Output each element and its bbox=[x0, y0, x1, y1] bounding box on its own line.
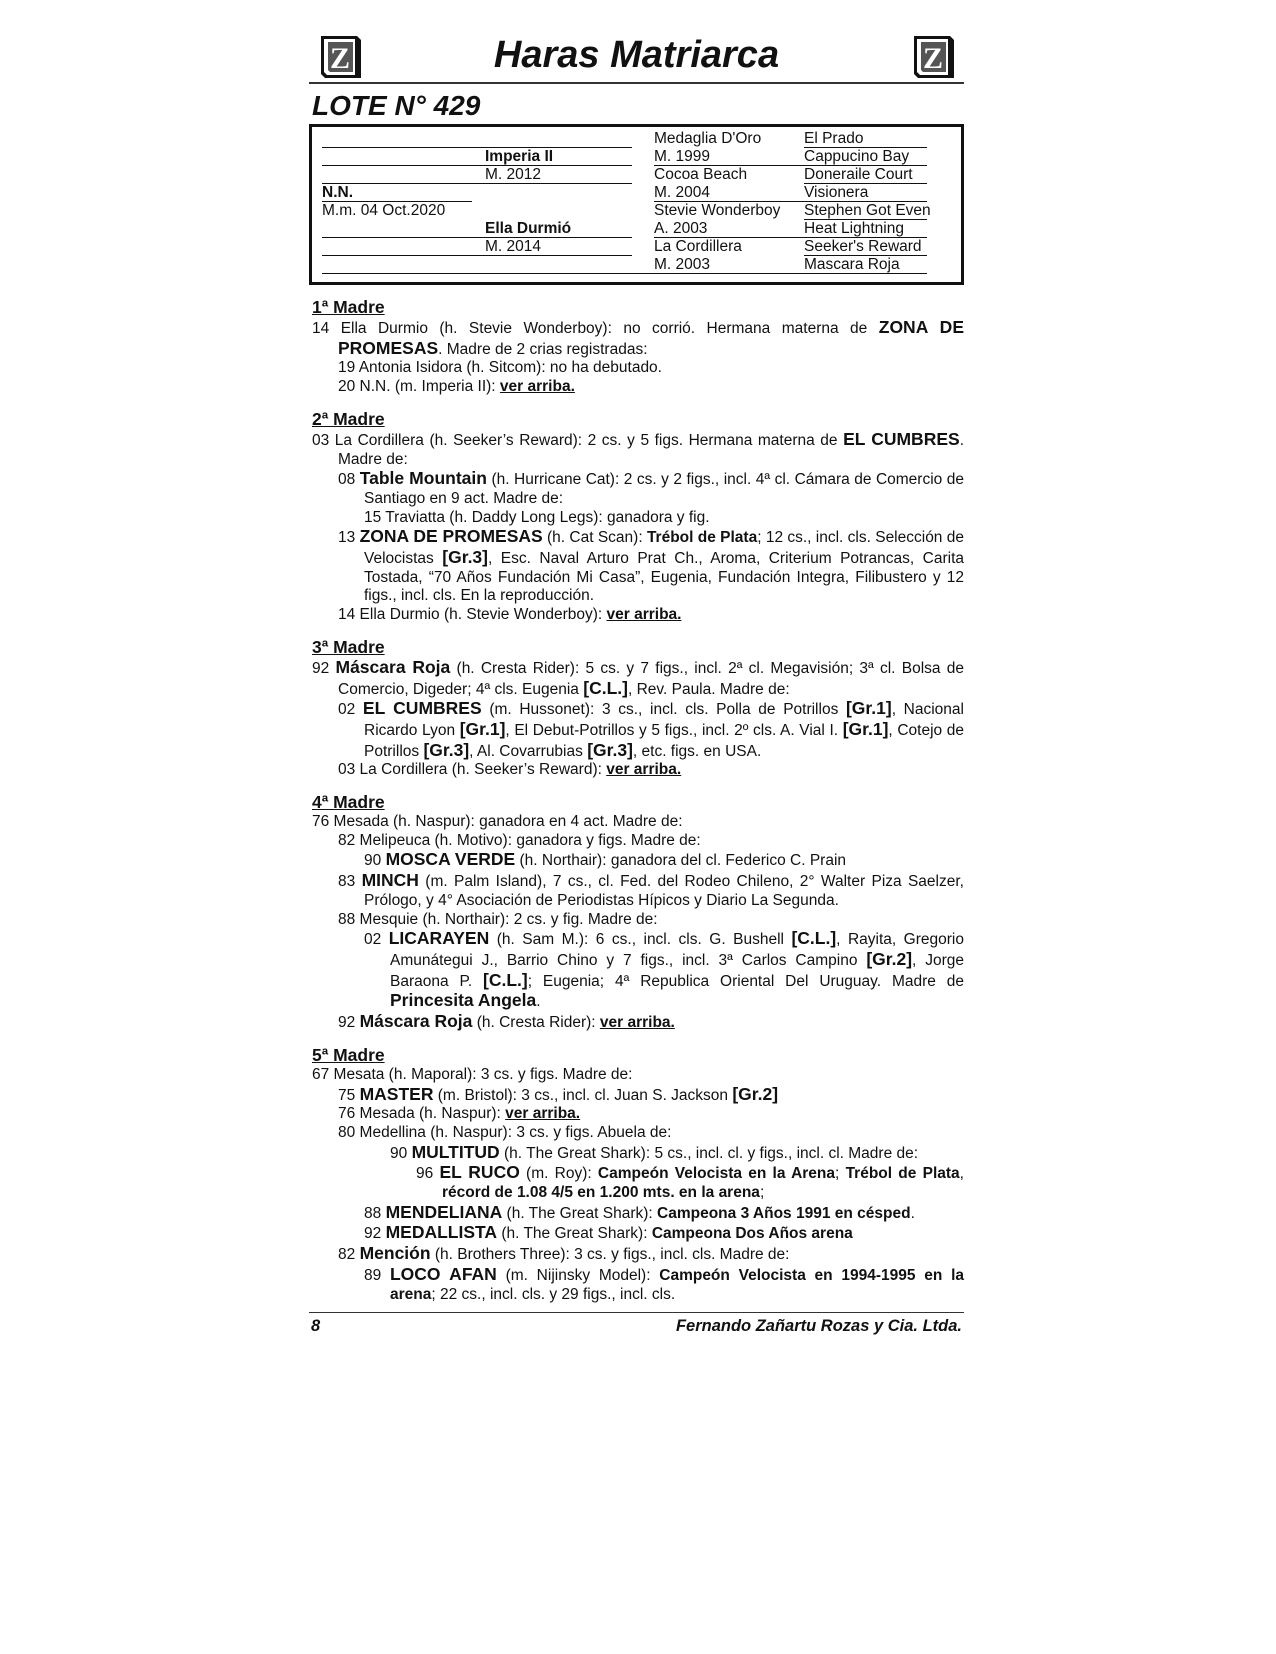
produce-entry: 02 LICARAYEN (h. Sam M.): 6 cs., incl. cls. G. Bushell [C.L.], Rayita, Gregorio Amunátegui J., Barrio Chino y 7 figs., incl. 3ª Carlos Campino [Gr.2], Jorge Baraona P. [C.L.]; Eugenia; 4ª Republica Oriental Del Uruguay. Madre de Princesita Angela. bbox=[364, 928, 964, 1011]
page-footer bbox=[309, 1313, 964, 1335]
produce-entry: 92 Máscara Roja (h. Cresta Rider): ver arriba. bbox=[338, 1011, 675, 1032]
pedigree-line bbox=[322, 165, 632, 166]
pedigree-table bbox=[309, 124, 964, 285]
produce-entry: 19 Antonia Isidora (h. Sitcom): no ha debutado. bbox=[338, 359, 662, 377]
produce-entry: 14 Ella Durmio (h. Stevie Wonderboy): ver arriba. bbox=[338, 606, 682, 624]
pedigree-cell: Seeker's Reward bbox=[804, 238, 922, 255]
pedigree-row bbox=[322, 166, 951, 184]
pedigree-row bbox=[322, 148, 951, 166]
produce-entry: 82 Melipeuca (h. Motivo): ganadora y figs. Madre de: bbox=[338, 831, 701, 849]
pedigree-line bbox=[804, 219, 927, 220]
section-heading: 5ª Madre bbox=[312, 1044, 385, 1065]
pedigree-line bbox=[322, 255, 632, 256]
pedigree-row bbox=[322, 184, 951, 202]
produce-entry: 03 La Cordillera (h. Seeker’s Reward): ver arriba. bbox=[338, 761, 682, 779]
pedigree-cell: Visionera bbox=[804, 184, 869, 201]
pedigree-line bbox=[804, 183, 927, 184]
page-header bbox=[309, 30, 964, 86]
produce-entry: 67 Mesata (h. Maporal): 3 cs. y figs. Madre de: bbox=[312, 1065, 633, 1083]
pedigree-subject-detail: M.m. 04 Oct.2020 bbox=[322, 202, 446, 219]
pedigree-cell: A. 2003 bbox=[654, 220, 708, 237]
produce-entry: 76 Mesada (h. Naspur): ganadora en 4 act. Madre de: bbox=[312, 813, 683, 831]
pedigree-line bbox=[322, 273, 927, 274]
produce-entry: 75 MASTER (m. Bristol): 3 cs., incl. cl. Juan S. Jackson [Gr.2] bbox=[338, 1083, 779, 1104]
pedigree-subject: N.N. bbox=[322, 184, 353, 201]
pedigree-row bbox=[322, 130, 951, 148]
brand-logo-icon bbox=[908, 32, 958, 82]
produce-entry: 96 EL RUCO (m. Roy): Campeón Velocista en la Arena; Trébol de Plata, récord de 1.08 4/5 en 1.200 mts. en la arena; bbox=[416, 1162, 964, 1202]
produce-entry: 88 Mesquie (h. Northair): 2 cs. y fig. Madre de: bbox=[338, 910, 658, 928]
page-title: Haras Matriarca bbox=[493, 34, 780, 76]
pedigree-cell: Heat Lightning bbox=[804, 220, 904, 237]
section-heading: 2ª Madre bbox=[312, 408, 385, 429]
lot-number: LOTE N° 429 bbox=[312, 90, 481, 121]
page-number: 8 bbox=[311, 1317, 321, 1336]
produce-entry: 90 MULTITUD (h. The Great Shark): 5 cs., incl. cl. y figs., incl. cl. Madre de: bbox=[390, 1141, 919, 1162]
pedigree-cell: Cocoa Beach bbox=[654, 166, 748, 183]
produce-entry: 88 MENDELIANA (h. The Great Shark): Campeona 3 Años 1991 en césped. bbox=[364, 1201, 915, 1222]
pedigree-row bbox=[322, 220, 951, 238]
pedigree-cell: Stevie Wonderboy bbox=[654, 202, 781, 219]
pedigree-cell: M. 2003 bbox=[654, 256, 711, 273]
pedigree-line bbox=[804, 255, 927, 256]
produce-entry: 14 Ella Durmio (h. Stevie Wonderboy): no corrió. Hermana materna de ZONA DE PROMESAS. Madre de 2 crias registradas: bbox=[312, 317, 964, 358]
produce-entry: 89 LOCO AFAN (m. Nijinsky Model): Campeón Velocista en 1994-1995 en la arena; 22 cs., incl. cls. y 29 figs., incl. cls. bbox=[364, 1263, 964, 1303]
pedigree-cell: M. 2012 bbox=[485, 166, 542, 183]
pedigree-cell: Doneraile Court bbox=[804, 166, 913, 183]
produce-entry: 20 N.N. (m. Imperia II): ver arriba. bbox=[338, 378, 575, 396]
pedigree-dam: Ella Durmió bbox=[485, 220, 572, 237]
section-heading: 1ª Madre bbox=[312, 297, 385, 317]
pedigree-cell: La Cordillera bbox=[654, 238, 742, 255]
pedigree-line bbox=[654, 237, 927, 238]
produce-entry: 13 ZONA DE PROMESAS (h. Cat Scan): Trébol de Plata; 12 cs., incl. cls. Selección de Velocistas [Gr.3], Esc. Naval Arturo Prat Ch., Aroma, Criterium Potrancas, Carita Tostada, “70 Años Fundación Mi Casa”, Eugenia, Fundación Integra, Filibustero y 12 figs., incl. cls. En la reproducción. bbox=[338, 526, 964, 605]
pedigree-cell: M. 2014 bbox=[485, 238, 542, 255]
produce-entry: 80 Medellina (h. Naspur): 3 cs. y figs. Abuela de: bbox=[338, 1123, 672, 1141]
brand-logo-letter: Z bbox=[329, 42, 351, 75]
pedigree-cell: El Prado bbox=[804, 130, 864, 147]
brand-logo-letter: Z bbox=[922, 42, 944, 75]
produce-entry: 03 La Cordillera (h. Seeker’s Reward): 2 cs. y 5 figs. Hermana materna de EL CUMBRES. Madre de: bbox=[312, 428, 964, 468]
produce-entry: 90 MOSCA VERDE (h. Northair): ganadora del cl. Federico C. Prain bbox=[364, 849, 847, 870]
pedigree-line bbox=[322, 201, 472, 202]
pedigree-line bbox=[654, 201, 927, 202]
produce-entry: 02 EL CUMBRES (m. Hussonet): 3 cs., incl. cls. Polla de Potrillos [Gr.1], Nacional Ricardo Lyon [Gr.1], El Debut-Potrillos y 5 figs., incl. 2º cls. A. Vial I. [Gr.1], Cotejo de Potrillos [Gr.3], Al. Covarrubias [Gr.3], etc. figs. en USA. bbox=[338, 698, 965, 760]
produce-entry: 92 MEDALLISTA (h. The Great Shark): Campeona Dos Años arena bbox=[364, 1222, 853, 1243]
pedigree-line bbox=[322, 147, 632, 148]
catalog-page bbox=[309, 30, 964, 1335]
pedigree-line bbox=[322, 183, 632, 184]
pedigree-line bbox=[804, 147, 927, 148]
pedigree-row bbox=[322, 202, 951, 220]
produce-entry: 83 MINCH (m. Palm Island), 7 cs., cl. Fed. del Rodeo Chileno, 2° Walter Piza Saelzer, Prólogo, y 4° Asociación de Periodistas Hípicos y Diario La Segunda. bbox=[338, 870, 964, 909]
pedigree-cell: Stephen Got Even bbox=[804, 202, 931, 219]
section-heading: 3ª Madre bbox=[312, 636, 385, 657]
pedigree-line bbox=[654, 165, 927, 166]
pedigree-line bbox=[322, 237, 632, 238]
company-name: Fernando Zañartu Rozas y Cia. Ltda. bbox=[675, 1317, 962, 1336]
pedigree-cell: M. 2004 bbox=[654, 184, 711, 201]
pedigree-cell: Mascara Roja bbox=[804, 256, 900, 273]
produce-entry: 92 Máscara Roja (h. Cresta Rider): 5 cs. y 7 figs., incl. 2ª cl. Megavisión; 3ª cl. Bolsa de Comercio, Digeder; 4ª cls. Eugenia [C.L.], Rev. Paula. Madre de: bbox=[312, 656, 964, 698]
produce-entry: 76 Mesada (h. Naspur): ver arriba. bbox=[338, 1105, 581, 1123]
pedigree-cell: Cappucino Bay bbox=[804, 148, 910, 165]
produce-entry: 08 Table Mountain (h. Hurricane Cat): 2 cs. y 2 figs., incl. 4ª cl. Cámara de Comercio de Santiago en 9 act. Madre de: bbox=[338, 468, 964, 507]
section-heading: 4ª Madre bbox=[312, 792, 385, 813]
pedigree-row bbox=[322, 238, 951, 256]
pedigree-sire: Imperia II bbox=[485, 148, 554, 165]
pedigree-cell: M. 1999 bbox=[654, 148, 711, 165]
produce-entry: 15 Traviatta (h. Daddy Long Legs): ganadora y fig. bbox=[364, 508, 710, 526]
header-divider bbox=[309, 82, 964, 84]
pedigree-row bbox=[322, 256, 951, 274]
pedigree-cell: Medaglia D'Oro bbox=[654, 130, 762, 147]
produce-entry: 82 Mención (h. Brothers Three): 3 cs. y figs., incl. cls. Madre de: bbox=[338, 1243, 790, 1264]
